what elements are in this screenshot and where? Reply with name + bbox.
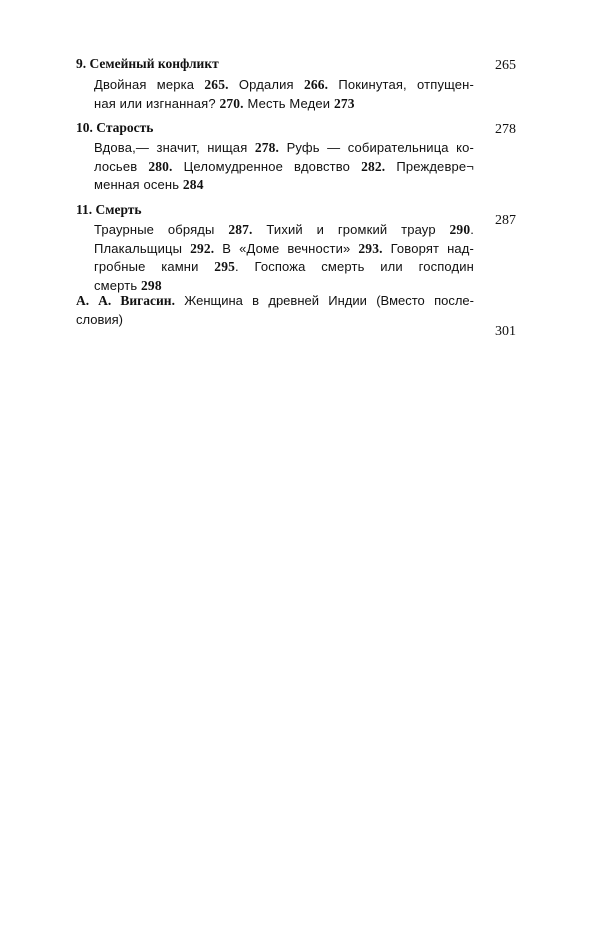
contents-line xyxy=(94,158,474,177)
chapter-contents xyxy=(94,76,474,113)
section-title: Вдова,— значит, нищая xyxy=(94,140,255,155)
section-title: Тихий и громкий траур xyxy=(252,222,450,237)
section-title: Месть Медеи xyxy=(243,95,334,111)
page-reference: 282. xyxy=(361,158,386,174)
section-title: Преждевре¬ xyxy=(385,158,474,174)
section-title: . Госпожа смерть или господин xyxy=(235,259,474,275)
chapter-contents xyxy=(94,221,474,295)
contents-line xyxy=(94,240,474,259)
page-reference: 270. xyxy=(219,95,244,111)
section-title: менная осень xyxy=(94,177,183,193)
page-reference: 295 xyxy=(214,259,235,275)
page-reference: 287. xyxy=(228,222,253,237)
page-reference: 284 xyxy=(182,177,204,193)
section-title: . xyxy=(470,222,474,237)
page-reference: 298 xyxy=(141,277,162,293)
contents-line xyxy=(94,95,474,114)
section-title: Плакальщицы xyxy=(94,240,191,256)
chapter-heading: 10. Старость xyxy=(76,120,154,135)
section-title: Покинутая, отпущен- xyxy=(328,77,474,92)
section-title: Говорят над- xyxy=(382,240,475,256)
page-reference: 273 xyxy=(333,95,355,111)
section-title: В «Доме вечности» xyxy=(214,240,359,256)
contents-line xyxy=(94,258,474,277)
chapter-heading: 11. Смерть xyxy=(76,202,142,217)
section-title: Двойная мерка xyxy=(94,77,205,92)
page-reference: 293. xyxy=(358,240,383,256)
page-reference: 265. xyxy=(204,77,229,92)
page-reference: 278. xyxy=(254,140,280,155)
contents-line xyxy=(94,221,474,240)
page-reference: 290 xyxy=(449,222,471,237)
page-reference: 280. xyxy=(148,158,173,174)
section-title: ная или изгнанная? xyxy=(94,95,220,111)
section-title: гробные камни xyxy=(94,259,215,275)
afterword-text xyxy=(76,292,474,329)
chapter-page-number: 265 xyxy=(495,58,516,73)
section-title: смерть xyxy=(94,277,142,293)
section-title: Траурные обряды xyxy=(94,222,229,237)
afterword-author: А. А. Вигасин. xyxy=(76,293,175,308)
section-title: лосьев xyxy=(94,158,149,174)
chapter-contents xyxy=(94,139,474,195)
afterword-page-number: 301 xyxy=(495,324,516,339)
afterword-title-line1: Женщина в древней Индии (Вместо после- xyxy=(174,293,474,308)
page-reference: 292. xyxy=(190,240,215,256)
section-title: Целомудренное вдовство xyxy=(172,158,362,174)
chapter-page-number: 278 xyxy=(495,122,516,137)
afterword-title-line2: словия) xyxy=(76,311,123,327)
chapter-page-number: 287 xyxy=(495,213,516,228)
section-title: Руфь — собирательница ко- xyxy=(279,140,474,155)
page-reference: 266. xyxy=(303,77,329,92)
contents-line xyxy=(94,176,474,195)
contents-line xyxy=(94,76,474,95)
contents-line xyxy=(94,139,474,158)
chapter-heading: 9. Семейный конфликт xyxy=(76,56,219,71)
section-title: Ордалия xyxy=(228,77,304,92)
